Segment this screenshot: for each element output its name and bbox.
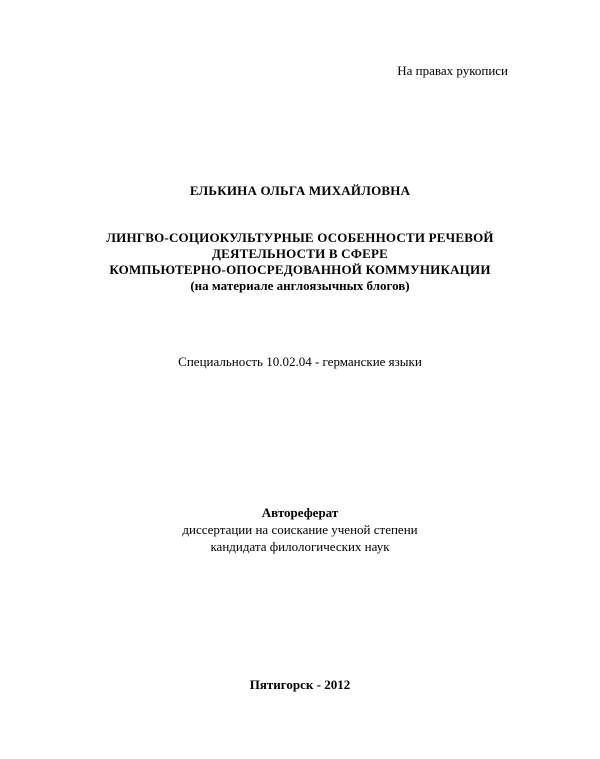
title-line-1: ЛИНГВО-СОЦИОКУЛЬТУРНЫЕ ОСОБЕННОСТИ РЕЧЕВОЙ: [106, 230, 494, 245]
abstract-line-1: диссертации на соискание ученой степени: [182, 522, 418, 537]
title-line-2: ДЕЯТЕЛЬНОСТИ В СФЕРЕ: [211, 246, 388, 261]
title-line-3: КОМПЬЮТЕРНО-ОПОСРЕДОВАННОЙ КОММУНИКАЦИИ: [109, 262, 491, 277]
title-subtitle: (на материале англоязычных блогов): [190, 278, 410, 293]
specialty: Специальность 10.02.04 - германские языки: [178, 354, 422, 369]
abstract-line-2: кандидата филологических наук: [210, 539, 390, 554]
author-name: ЕЛЬКИНА ОЛЬГА МИХАЙЛОВНА: [189, 183, 411, 198]
abstract-heading: Автореферат: [261, 505, 339, 520]
rights-notice: На правах рукописи: [397, 63, 508, 78]
place-year: Пятигорск - 2012: [249, 677, 351, 692]
